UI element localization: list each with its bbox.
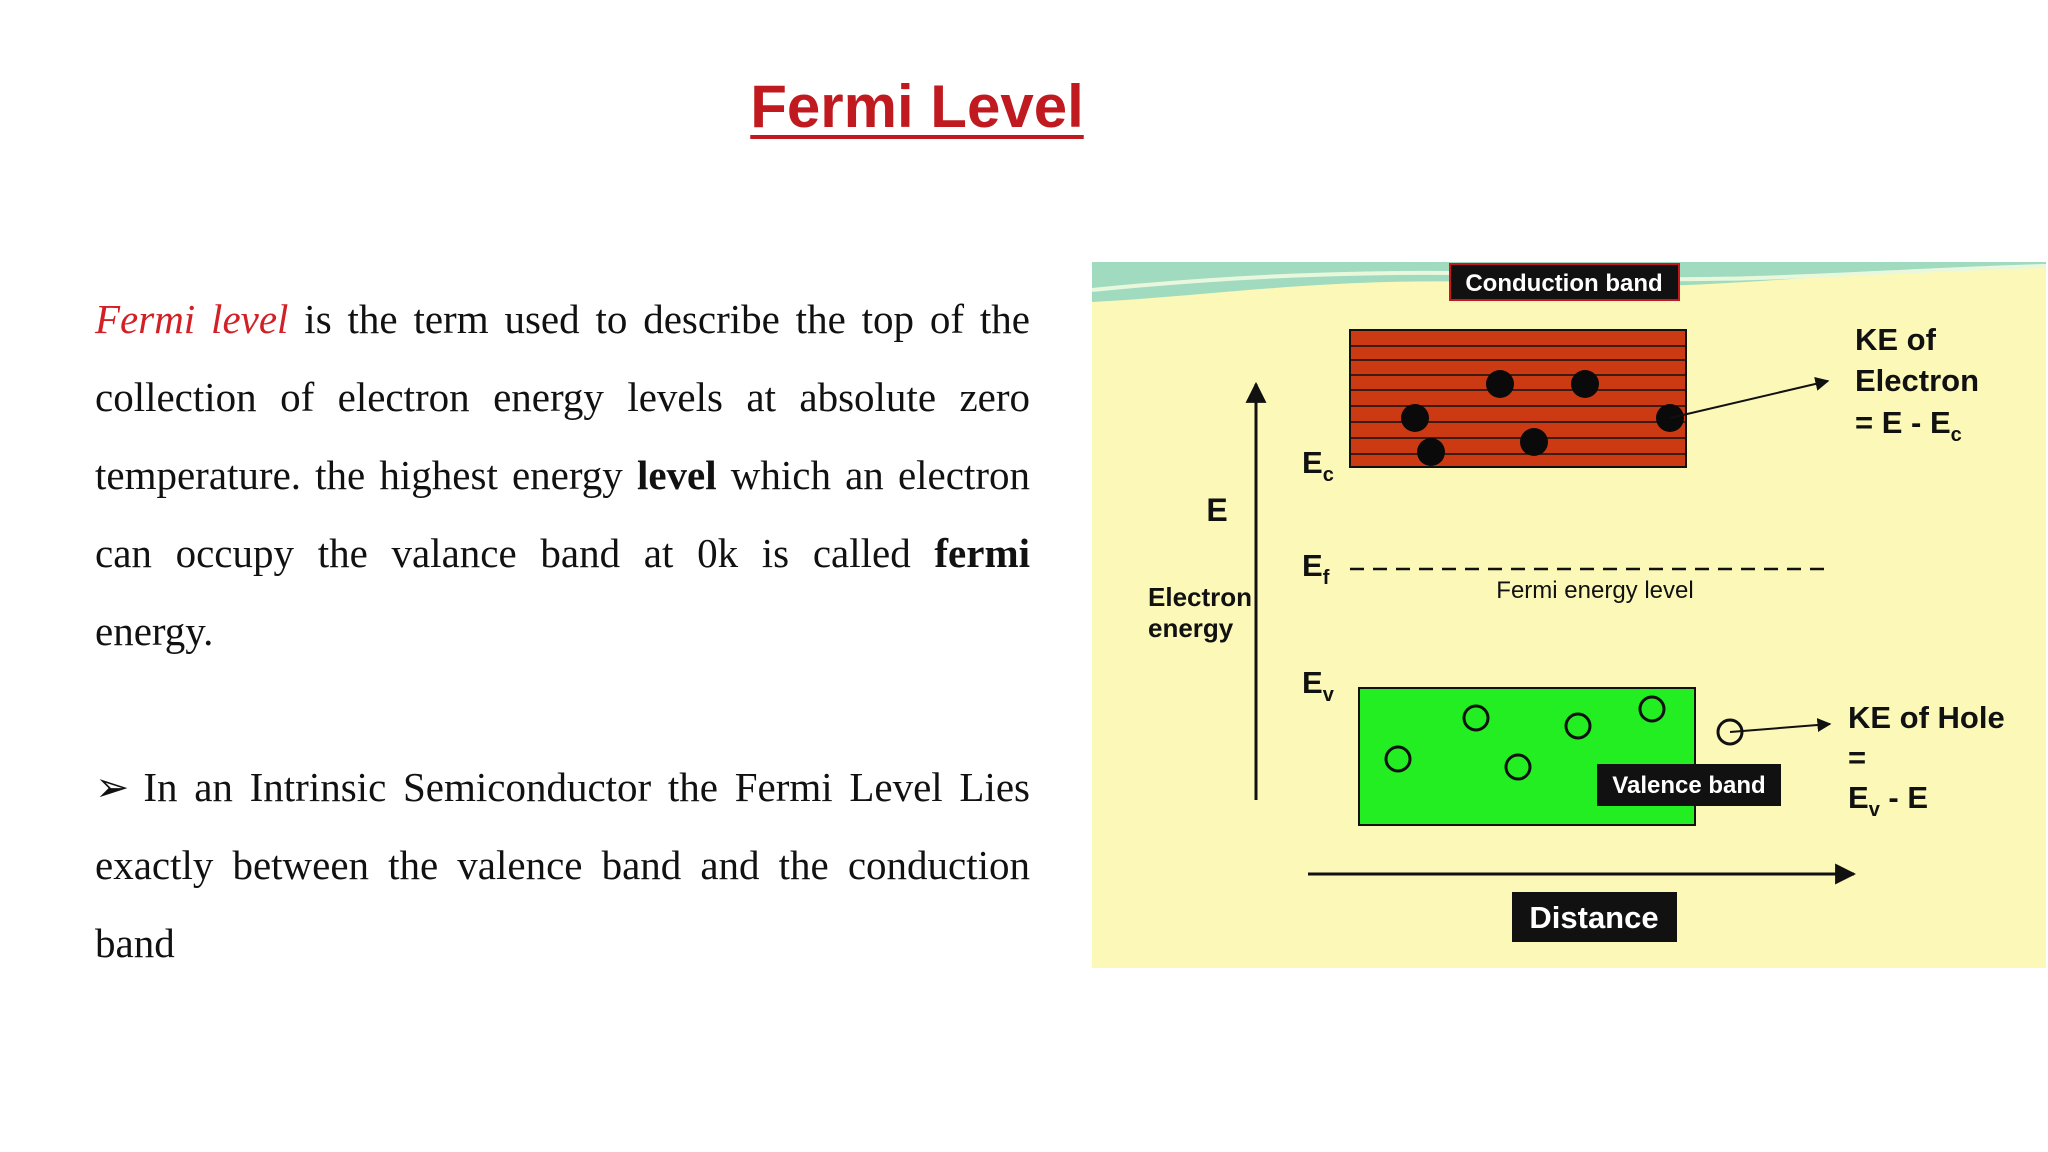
ec-label: $E_c$ bbox=[1302, 445, 1334, 486]
electron bbox=[1417, 438, 1445, 466]
ke-electron-line2: Electron bbox=[1855, 363, 1980, 398]
fermi-energy-level-label: Fermi energy level bbox=[1496, 577, 1694, 604]
definition-text-2: which an electron can occupy the valance band at 0k is called bbox=[95, 452, 1030, 576]
ke-hole-line3: $E_v$ - E bbox=[1848, 780, 1929, 821]
fermi-band-diagram bbox=[1092, 262, 2046, 968]
band-diagram-svg bbox=[1092, 262, 2046, 968]
ev-label: $E_v$ bbox=[1302, 665, 1334, 706]
ke-electron-line1: KE of bbox=[1855, 322, 1936, 357]
body-text bbox=[95, 280, 1030, 982]
bullet-text: In an Intrinsic Semiconductor the Fermi Level Lies exactly between the valence band and the conduction band bbox=[95, 764, 1030, 966]
valence-band-label: Valence band bbox=[1612, 772, 1766, 799]
ke-hole-line2: = bbox=[1848, 740, 1867, 775]
bold-fermi: fermi bbox=[934, 530, 1030, 576]
electron-energy-caption-2: energy bbox=[1148, 613, 1234, 643]
slide-title: Fermi Level bbox=[750, 73, 1084, 140]
bullet-paragraph bbox=[95, 748, 1030, 982]
distance-label: Distance bbox=[1529, 900, 1659, 935]
ef-label: $E_f$ bbox=[1302, 548, 1330, 589]
bold-level: level bbox=[636, 452, 717, 498]
electron bbox=[1401, 404, 1429, 432]
definition-text-3: energy. bbox=[95, 608, 214, 654]
electron bbox=[1486, 370, 1514, 398]
definition-text-1: is the term used to describe the top of the collection of electron energy levels at absolute zero temperature. the highest energy bbox=[95, 296, 1030, 498]
arrow-bullet-icon: ➢ bbox=[95, 764, 130, 810]
conduction-band-label: Conduction band bbox=[1465, 270, 1663, 297]
axis-letter-e: E bbox=[1206, 492, 1228, 528]
ke-electron-line3: = E - $E_c$ bbox=[1855, 405, 1962, 446]
definition-paragraph bbox=[95, 280, 1030, 670]
conduction-band bbox=[1350, 330, 1686, 467]
electron-energy-caption-1: Electron bbox=[1148, 582, 1253, 612]
electron bbox=[1520, 428, 1548, 456]
fermi-level-term: Fermi level bbox=[95, 296, 289, 342]
ke-hole-line1: KE of Hole bbox=[1848, 700, 2005, 735]
electron bbox=[1571, 370, 1599, 398]
